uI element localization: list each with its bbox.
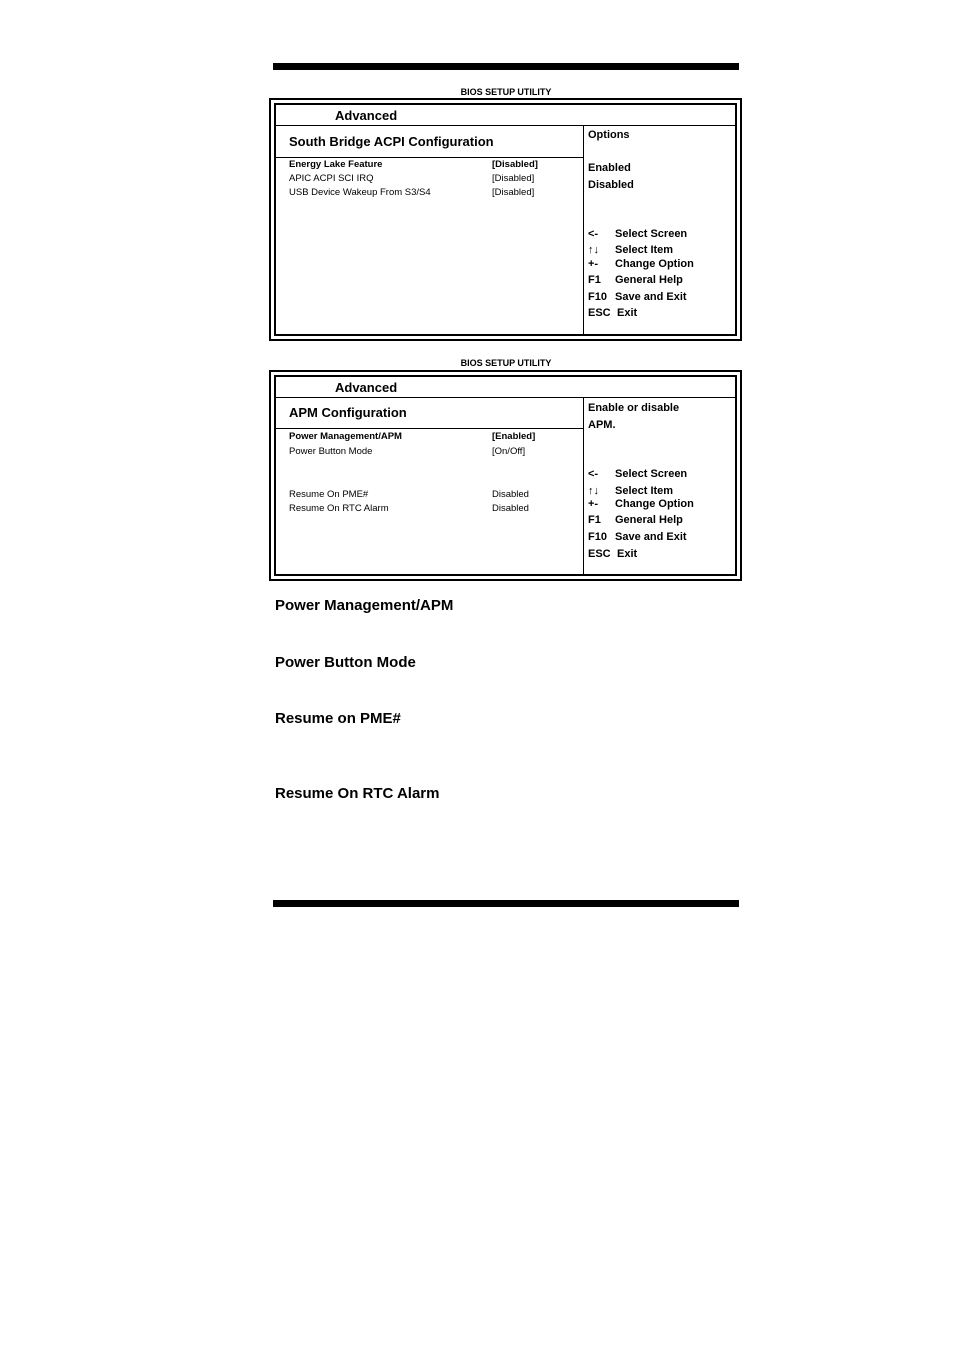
setting-value: Disabled [492, 489, 529, 500]
key-description: General Help [615, 274, 683, 286]
setting-value: [Enabled] [492, 431, 536, 442]
key-description: Save and Exit [615, 531, 687, 543]
bios-caption: BIOS SETUP UTILITY [460, 87, 552, 97]
setting-label: Power Button Mode [289, 446, 373, 457]
top-rule [273, 63, 739, 70]
key-description: Save and Exit [615, 291, 687, 303]
title-separator [276, 428, 583, 429]
bios-screen-apm [269, 370, 742, 581]
key-description: Select Screen [615, 228, 688, 240]
help-description-line2: APM. [588, 419, 616, 431]
bios-screen-south-bridge [269, 98, 742, 341]
key-description: General Help [615, 514, 683, 526]
setting-label: Power Management/APM [289, 431, 402, 442]
setting-value: [Disabled] [492, 159, 538, 170]
setting-value: [On/Off] [492, 446, 526, 457]
setting-label: APIC ACPI SCI IRQ [289, 173, 374, 184]
setting-resume-on-rtc-alarm[interactable] [289, 503, 579, 517]
heading-power-management-apm: Power Management/APM [275, 597, 454, 614]
bios-inner-frame [274, 103, 737, 336]
setting-usb-device-wakeup[interactable] [289, 187, 579, 201]
setting-apic-acpi-sci-irq[interactable] [289, 173, 579, 187]
setting-power-button-mode[interactable] [289, 446, 579, 460]
setting-value: [Disabled] [492, 173, 535, 184]
setting-label: Resume On PME# [289, 489, 369, 500]
setting-label: Resume On RTC Alarm [289, 503, 389, 514]
tab-bar [276, 377, 735, 398]
key-description: Change Option [615, 498, 694, 510]
title-separator [276, 157, 583, 158]
setting-power-management-apm[interactable] [289, 431, 579, 445]
key-label: +- [588, 258, 599, 270]
bios-inner-frame [274, 375, 737, 576]
tab-bar [276, 105, 735, 126]
arrow-keys-icon: ↑↓ [588, 244, 599, 256]
key-description: Exit [617, 548, 638, 560]
key-label: F10 [588, 531, 607, 543]
key-description: Select Item [615, 244, 674, 256]
key-description: Change Option [615, 258, 694, 270]
key-label: ESC [588, 307, 611, 319]
setting-energy-lake-feature[interactable] [289, 159, 579, 173]
option-disabled[interactable]: Disabled [588, 179, 634, 191]
setting-label: USB Device Wakeup From S3/S4 [289, 187, 431, 198]
key-label: F1 [588, 514, 601, 526]
help-panel [588, 398, 735, 574]
tab-advanced[interactable]: Advanced [335, 108, 398, 123]
arrow-keys-icon: ↑↓ [588, 485, 599, 497]
bios-caption: BIOS SETUP UTILITY [460, 358, 552, 368]
key-label: F1 [588, 274, 601, 286]
setting-value: Disabled [492, 503, 529, 514]
heading-resume-on-rtc-alarm: Resume On RTC Alarm [275, 785, 440, 802]
help-description-line1: Enable or disable [588, 402, 680, 414]
help-panel [588, 126, 735, 334]
key-description: Select Item [615, 485, 674, 497]
key-label: <- [588, 468, 599, 480]
option-enabled[interactable]: Enabled [588, 162, 631, 174]
setting-resume-on-pme[interactable] [289, 489, 579, 503]
tab-advanced[interactable]: Advanced [335, 380, 398, 395]
settings-panel [276, 126, 584, 334]
key-description: Exit [617, 307, 638, 319]
key-label: F10 [588, 291, 607, 303]
section-title: APM Configuration [289, 405, 407, 420]
settings-panel [276, 398, 584, 574]
heading-power-button-mode: Power Button Mode [275, 654, 416, 671]
key-label: ESC [588, 548, 611, 560]
key-label: +- [588, 498, 599, 510]
setting-label: Energy Lake Feature [289, 159, 383, 170]
help-title: Options [588, 129, 630, 141]
section-title: South Bridge ACPI Configuration [289, 134, 494, 149]
setting-value: [Disabled] [492, 187, 535, 198]
key-label: <- [588, 228, 599, 240]
heading-resume-on-pme: Resume on PME# [275, 710, 401, 727]
key-description: Select Screen [615, 468, 688, 480]
bottom-rule [273, 900, 739, 907]
